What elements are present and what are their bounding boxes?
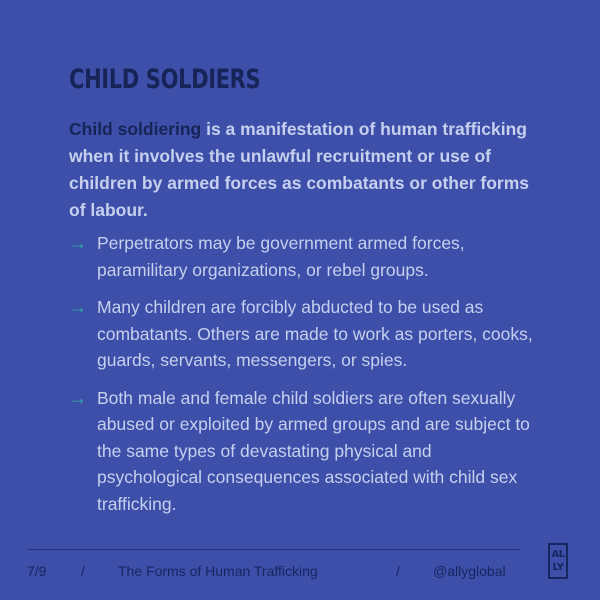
bullet-list	[69, 230, 539, 528]
list-item	[69, 294, 539, 374]
arrow-right-icon: →	[69, 233, 87, 253]
bullet-text: Many children are forcibly abducted to be used as combatants. Others are made to work as porters, cooks, guards, servants, messengers, or spies.	[97, 297, 533, 370]
lead-text: is a manifestation of human trafficking when it involves the unlawful recruitment or use of children by armed forces as combatants or other forms of labour.	[69, 119, 529, 220]
footer-divider	[27, 549, 521, 550]
footer-separator: /	[396, 563, 400, 579]
bullet-text: Both male and female child soldiers are often sexually abused or exploited by armed groups and are subject to the same types of devastating physical and psychological consequences associated with child sex trafficking.	[97, 387, 530, 514]
social-handle: @allyglobal	[433, 563, 506, 579]
lead-paragraph	[69, 116, 539, 224]
list-item	[69, 385, 539, 518]
page-title: CHILD SOLDIERS	[69, 64, 261, 95]
lead-highlight: Child soldiering	[69, 119, 202, 139]
series-title: The Forms of Human Trafficking	[118, 563, 318, 579]
bullet-text: Perpetrators may be government armed forces, paramilitary organizations, or rebel groups.	[97, 233, 465, 280]
list-item	[69, 230, 539, 283]
page-number: 7/9	[27, 563, 47, 579]
logo-text-bottom: LY	[552, 562, 564, 573]
arrow-right-icon: →	[69, 387, 87, 408]
footer-separator: /	[81, 563, 85, 579]
ally-logo	[548, 543, 568, 579]
arrow-right-icon: →	[69, 297, 87, 317]
logo-text-top: AL	[551, 549, 565, 560]
